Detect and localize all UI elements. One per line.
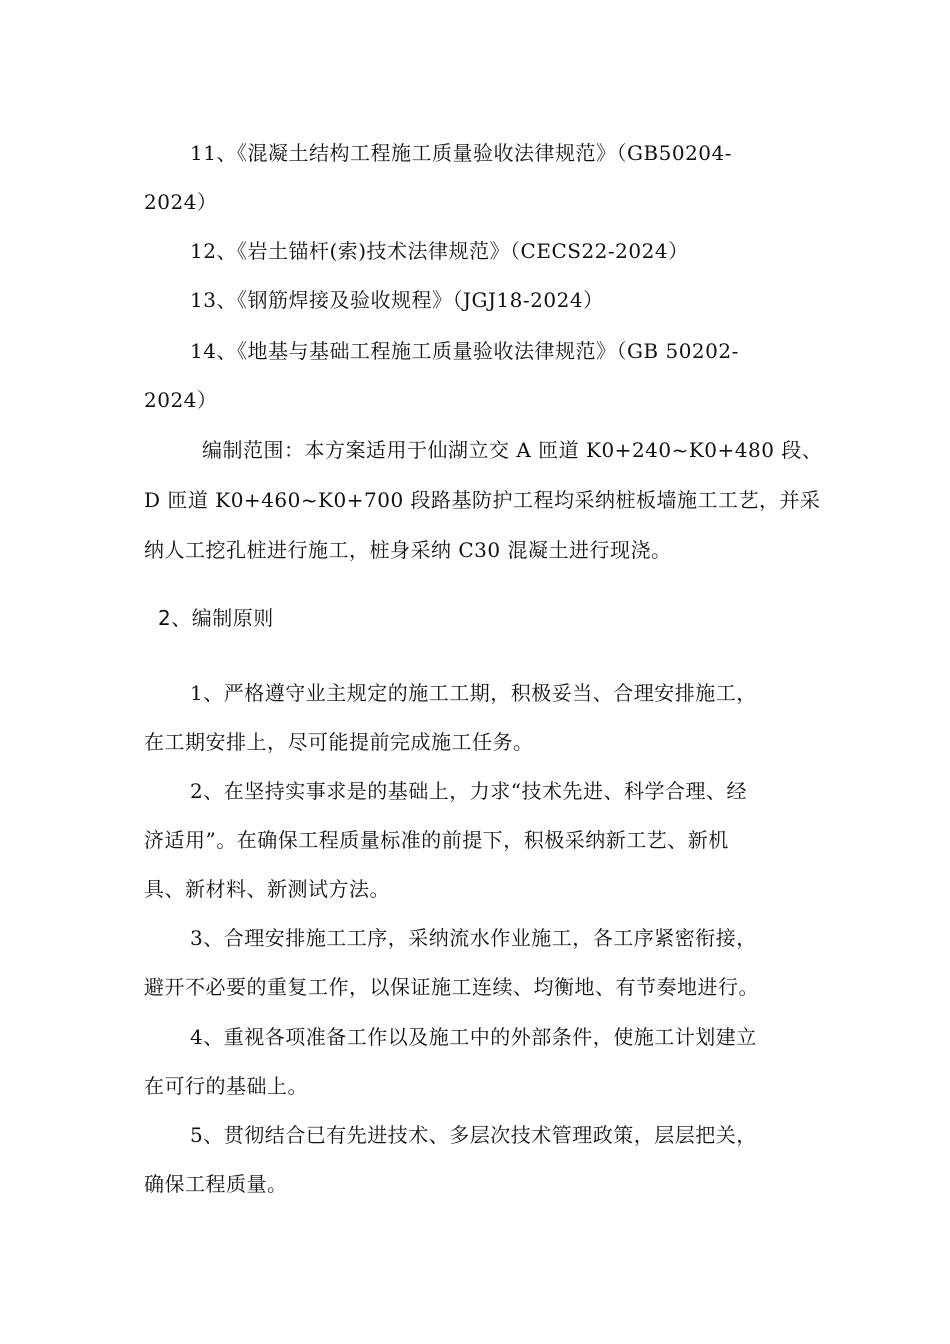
principle-4-line-2: 在可行的基础上。 xyxy=(144,1074,308,1098)
principle-2-line-1: 2、在坚持实事求是的基础上，力求“技术先进、科学合理、经 xyxy=(190,779,747,803)
reference-12: 12、《岩土锚杆(索)技术法律规范》（CECS22-2024） xyxy=(190,239,689,263)
scope-line-1: 编制范围：本方案适用于仙湖立交 A 匝道 K0+240~K0+480 段、 xyxy=(202,438,823,462)
principle-1-line-2: 在工期安排上，尽可能提前完成施工任务。 xyxy=(144,730,534,754)
principle-4-line-1: 4、重视各项准备工作以及施工中的外部条件，使施工计划建立 xyxy=(190,1025,757,1049)
principle-1-line-1: 1、严格遵守业主规定的施工工期，积极妥当、合理安排施工， xyxy=(190,681,757,705)
section-heading: 2、编制原则 xyxy=(158,606,274,630)
reference-13: 13、《钢筋焊接及验收规程》（JGJ18-2024） xyxy=(190,288,604,312)
reference-11-line-1: 11、《混凝土结构工程施工质量验收法律规范》（GB50204- xyxy=(190,141,733,165)
scope-line-2: D 匝道 K0+460~K0+700 段路基防护工程均采纳桩板墙施工工艺，并采 xyxy=(144,488,821,512)
principle-3-line-2: 避开不必要的重复工作，以保证施工连续、均衡地、有节奏地进行。 xyxy=(144,975,759,999)
reference-11-line-2: 2024） xyxy=(144,190,218,214)
principle-3-line-1: 3、合理安排施工工序，采纳流水作业施工，各工序紧密衔接， xyxy=(190,926,757,950)
reference-14-line-1: 14、《地基与基础工程施工质量验收法律规范》（GB 50202- xyxy=(190,339,739,363)
principle-2-line-2: 济适用”。在确保工程质量标准的前提下，积极采纳新工艺、新机 xyxy=(144,828,729,852)
reference-14-line-2: 2024） xyxy=(144,388,218,412)
principle-2-line-3: 具、新材料、新测试方法。 xyxy=(144,877,390,901)
scope-line-3: 纳人工挖孔桩进行施工，桩身采纳 C30 混凝土进行现浇。 xyxy=(144,538,672,562)
principle-5-line-1: 5、贯彻结合已有先进技术、多层次技术管理政策，层层把关， xyxy=(190,1123,757,1147)
principle-5-line-2: 确保工程质量。 xyxy=(144,1172,288,1196)
